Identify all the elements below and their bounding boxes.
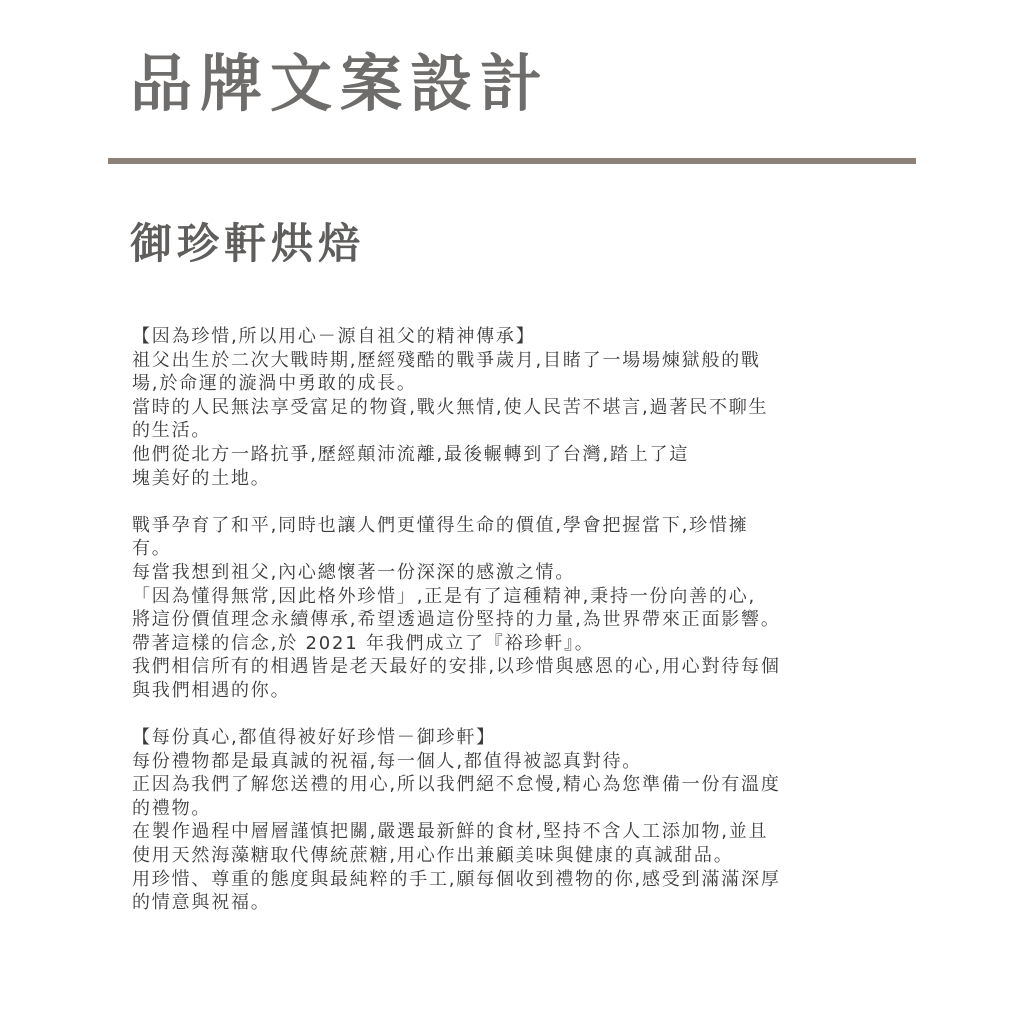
text-line: 的生活。 xyxy=(132,420,212,442)
brand-name: 御珍軒烘焙 xyxy=(130,219,366,268)
section-heading: 【因為珍惜,所以用心－源自祖父的精神傳承】 xyxy=(132,326,536,347)
text-line: 塊美好的土地。 xyxy=(132,467,271,489)
text-line: 當時的人民無法享受富足的物資,戰火無情,使人民苦不堪言,過著民不聊生 xyxy=(132,396,769,418)
text-line: 場,於命運的漩渦中勇敢的成長。 xyxy=(132,373,417,395)
text-line: 在製作過程中層層謹慎把關,嚴選最新鮮的食材,堅持不含人工添加物,並且 xyxy=(132,821,769,843)
text-line: 我們相信所有的相遇皆是老天最好的安排,以珍惜與感恩的心,用心對待每個 xyxy=(132,656,781,678)
text-line: 的禮物。 xyxy=(132,797,212,819)
text-line: 祖父出生於二次大戰時期,歷經殘酷的戰爭歲月,目睹了一場場煉獄般的戰 xyxy=(132,349,761,371)
text-line: 使用天然海藻糖取代傳統蔗糖,用心作出兼顧美味與健康的真誠甜品。 xyxy=(132,845,734,867)
text-line: 「因為懂得無常,因此格外珍惜」,正是有了這種精神,秉持一份向善的心, xyxy=(132,585,757,607)
title-divider xyxy=(108,158,916,164)
text-line: 與我們相遇的你。 xyxy=(132,679,291,701)
body-text xyxy=(132,325,882,915)
section-heading: 【每份真心,都值得被好好珍惜－御珍軒】 xyxy=(132,727,496,749)
text-line: 戰爭孕育了和平,同時也讓人們更懂得生命的價值,學會把握當下,珍惜擁 xyxy=(132,514,749,536)
page-title: 品牌文案設計 xyxy=(130,47,551,120)
text-line: 正因為我們了解您送禮的用心,所以我們絕不怠慢,精心為您準備一份有溫度 xyxy=(132,774,781,796)
paragraph-values xyxy=(132,514,882,703)
paragraph-origin xyxy=(132,325,882,490)
text-line: 帶著這樣的信念,於 2021 年我們成立了『裕珍軒』。 xyxy=(132,632,595,654)
paragraph-gap xyxy=(132,703,882,727)
text-line: 的情意與祝福。 xyxy=(132,892,271,914)
text-line: 每份禮物都是最真誠的祝福,每一個人,都值得被認真對待。 xyxy=(132,750,643,772)
text-line: 他們從北方一路抗爭,歷經顛沛流離,最後輾轉到了台灣,踏上了這 xyxy=(132,443,690,465)
text-line: 將這份價值理念永續傳承,希望透過這份堅持的力量,為世界帶來正面影響。 xyxy=(132,609,781,631)
text-line: 每當我想到祖父,內心總懷著一份深深的感激之情。 xyxy=(132,561,576,583)
paragraph-brand xyxy=(132,726,882,915)
text-line: 用珍惜、尊重的態度與最純粹的手工,願每個收到禮物的你,感受到滿滿深厚 xyxy=(132,868,781,890)
text-line: 有。 xyxy=(132,538,172,560)
paragraph-gap xyxy=(132,490,882,514)
